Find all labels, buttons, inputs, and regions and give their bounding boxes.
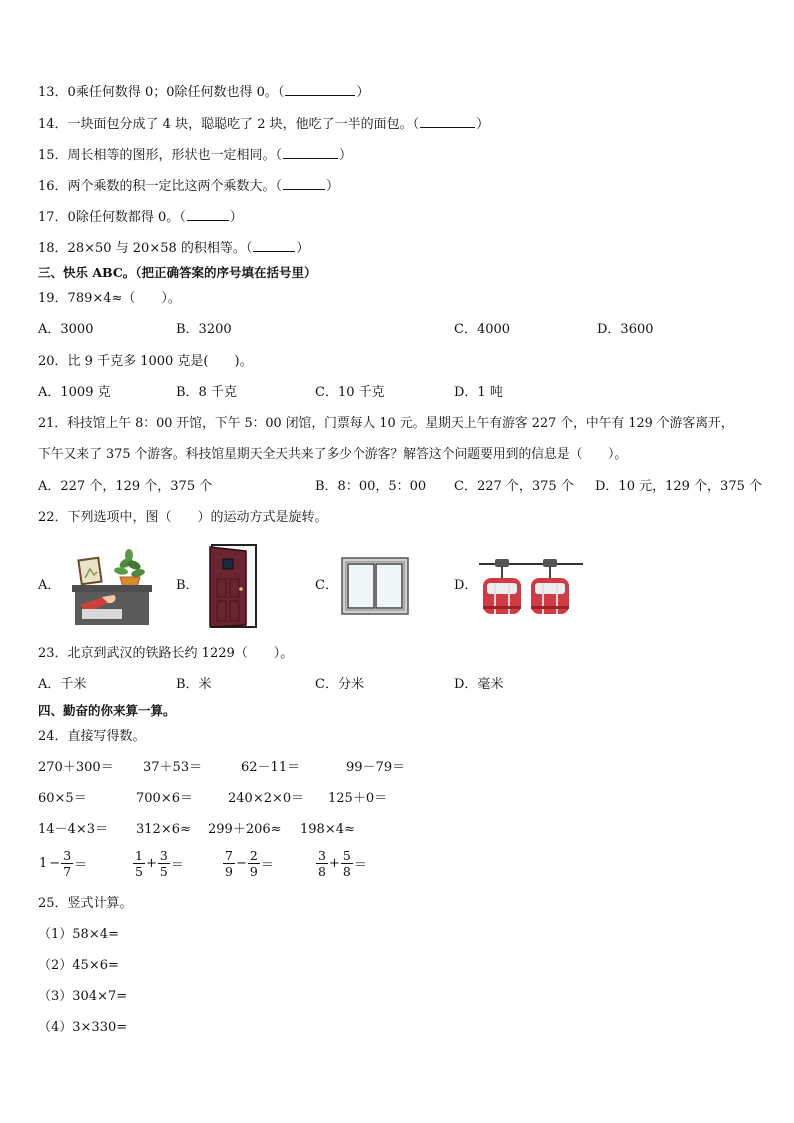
option-c[interactable]: C．10 千克 <box>315 385 385 400</box>
option-b[interactable]: B．米 <box>176 677 212 692</box>
fraction-item[interactable]: $\frac{7}{9}$ − $\frac{2}{9}$ ＝ <box>225 848 274 879</box>
option-b-label[interactable]: B． <box>176 578 199 593</box>
question-21-stem-line2: 下午又来了 375 个游客。科技馆星期天全天共来了多少个游客？解答这个问题要用到的信息是（ ）。 <box>38 447 628 462</box>
question-text: 13．0乘任何数得 0；0除任何数也得 0。（ <box>38 85 285 100</box>
question-text: 15．周长相等的图形，形状也一定相同。（ <box>38 148 283 163</box>
fraction: $\frac{3}{8}$ <box>318 848 326 879</box>
question-25-stem: 25．竖式计算。 <box>38 896 133 911</box>
option-b[interactable]: B．8 千克 <box>176 385 237 400</box>
fraction-item[interactable]: $\frac{1}{5}$ + $\frac{3}{5}$ ＝ <box>135 848 184 879</box>
option-a[interactable]: A．227 个，129 个，375 个 <box>38 479 213 494</box>
answer-blank[interactable] <box>253 239 295 252</box>
question-23-stem: 23．北京到武汉的铁路长约 1229（ ）。 <box>38 646 294 661</box>
section-3-heading: 三、快乐 ABC。（把正确答案的序号填在括号里） <box>38 265 317 280</box>
option-c[interactable]: C．分米 <box>315 677 364 692</box>
door-picture[interactable] <box>208 543 258 633</box>
mental-math-item[interactable]: 37＋53＝ <box>143 760 203 775</box>
question-text: 14．一块面包分成了 4 块，聪聪吃了 2 块，他吃了一半的面包。（ <box>38 117 420 132</box>
vertical-calc-item[interactable]: （1）58×4= <box>38 927 119 942</box>
option-a[interactable]: A．1009 克 <box>38 385 111 400</box>
fraction: $\frac{7}{9}$ <box>225 848 233 879</box>
option-d[interactable]: D．毫米 <box>454 677 504 692</box>
question-14: 14．一块面包分成了 4 块，聪聪吃了 2 块，他吃了一半的面包。（ ） <box>38 117 490 132</box>
option-a[interactable]: A．3000 <box>38 322 94 337</box>
answer-blank[interactable] <box>420 115 475 128</box>
option-c[interactable]: C．227 个，375 个 <box>454 479 574 494</box>
option-d[interactable]: D．10 元，129 个，375 个 <box>595 479 762 494</box>
option-d[interactable]: D．1 吨 <box>454 385 503 400</box>
question-17: 17．0除任何数都得 0。（ ） <box>38 210 243 225</box>
fraction-item[interactable]: 1 − $\frac{3}{7}$ ＝ <box>39 848 88 879</box>
option-b[interactable]: B．3200 <box>176 322 232 337</box>
question-19-stem: 19．789×4≈（ ）。 <box>38 291 181 306</box>
question-22-stem: 22．下列选项中，图（ ）的运动方式是旋转。 <box>38 510 328 525</box>
option-c[interactable]: C．4000 <box>454 322 511 337</box>
option-d-label[interactable]: D． <box>454 578 478 593</box>
answer-blank[interactable] <box>285 83 355 96</box>
section-4-heading: 四、勤奋的你来算一算。 <box>38 703 176 718</box>
question-15: 15．周长相等的图形，形状也一定相同。（ ） <box>38 148 353 163</box>
mental-math-item[interactable]: 700×6＝ <box>136 791 193 806</box>
question-text: 17．0除任何数都得 0。（ <box>38 210 186 225</box>
answer-blank[interactable] <box>283 177 325 190</box>
question-21-stem-line1: 21．科技馆上午 8：00 开馆，下午 5：00 闭馆，门票每人 10 元。星期天上午有游客 227 个，中午有 129 个游客离开， <box>38 416 734 431</box>
question-text: 18．28×50 与 20×58 的积相等。（ <box>38 241 253 256</box>
fraction: $\frac{3}{7}$ <box>63 848 72 879</box>
mental-math-item[interactable]: 99－79＝ <box>346 760 406 775</box>
fraction-item[interactable]: $\frac{3}{8}$ + $\frac{5}{8}$ ＝ <box>318 848 367 879</box>
answer-blank[interactable] <box>283 146 338 159</box>
question-13: 13．0乘任何数得 0；0除任何数也得 0。（ ） <box>38 85 370 100</box>
option-d[interactable]: D．3600 <box>597 322 654 337</box>
mental-math-item[interactable]: 240×2×0＝ <box>228 791 305 806</box>
answer-blank[interactable] <box>187 208 229 221</box>
shelf-with-plant-picture[interactable] <box>72 545 152 629</box>
fraction: $\frac{1}{5}$ <box>135 848 143 879</box>
mental-math-item[interactable]: 198×4≈ <box>300 822 355 837</box>
fraction: $\frac{5}{8}$ <box>342 848 351 879</box>
vertical-calc-item[interactable]: （3）304×7= <box>38 989 128 1004</box>
mental-math-item[interactable]: 299＋206≈ <box>208 822 282 837</box>
mental-math-item[interactable]: 14－4×3＝ <box>38 822 108 837</box>
question-18: 18．28×50 与 20×58 的积相等。（ ） <box>38 241 310 256</box>
option-a-label[interactable]: A． <box>38 578 61 593</box>
question-text: 16．两个乘数的积一定比这两个乘数大。（ <box>38 179 283 194</box>
option-b[interactable]: B．8：00，5：00 <box>315 479 427 494</box>
question-20-stem: 20．比 9 千克多 1000 克是( )。 <box>38 354 253 369</box>
vertical-calc-item[interactable]: （2）45×6= <box>38 958 119 973</box>
cable-car-picture[interactable] <box>479 556 583 620</box>
fraction: $\frac{2}{9}$ <box>249 848 258 879</box>
question-24-stem: 24．直接写得数。 <box>38 729 146 744</box>
mental-math-item[interactable]: 62－11＝ <box>241 760 301 775</box>
fraction: $\frac{3}{5}$ <box>159 848 168 879</box>
option-c-label[interactable]: C． <box>315 578 338 593</box>
mental-math-item[interactable]: 312×6≈ <box>136 822 191 837</box>
mental-math-item[interactable]: 125＋0＝ <box>328 791 388 806</box>
question-16: 16．两个乘数的积一定比这两个乘数大。（ ） <box>38 179 340 194</box>
window-picture[interactable] <box>341 557 409 619</box>
vertical-calc-item[interactable]: （4）3×330= <box>38 1020 128 1035</box>
mental-math-item[interactable]: 60×5＝ <box>38 791 87 806</box>
mental-math-item[interactable]: 270＋300＝ <box>38 760 114 775</box>
option-a[interactable]: A．千米 <box>38 677 87 692</box>
